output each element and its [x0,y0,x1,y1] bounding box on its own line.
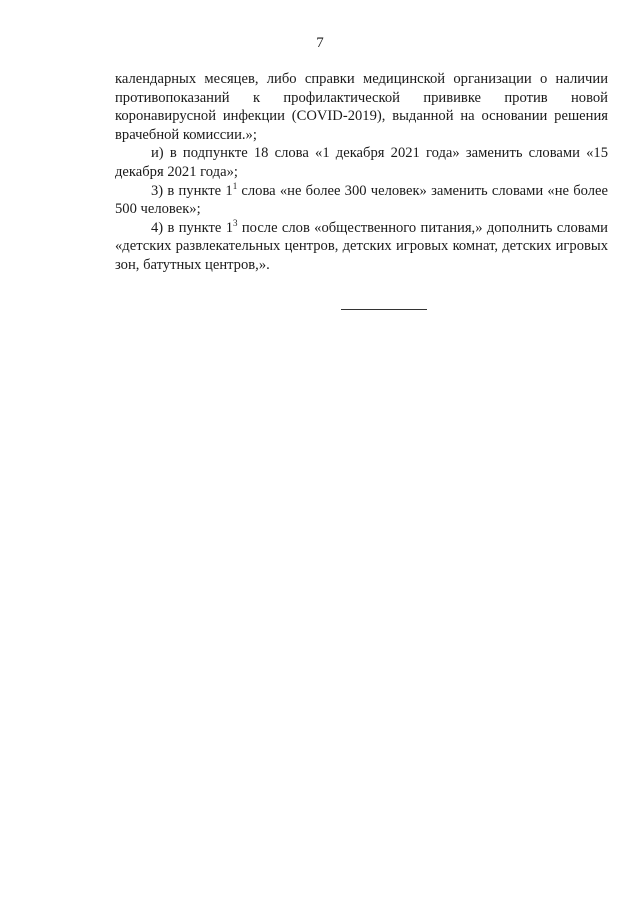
superscript-3: 3 [233,217,238,228]
document-body [115,70,608,275]
paragraph-item-4-start: 4) в пункте 1 [151,219,234,236]
superscript-1: 1 [232,180,238,191]
paragraph-item-3-start: 3) в пункте 1 [151,182,233,199]
paragraph-item-4-end: после слов «общественного питания,» дополнить словами «детских развлекательных центров, детских игровых комнат, детских игровых зон, батутных центров,». [115,219,608,273]
paragraph-item-3 [115,182,608,219]
paragraph-item-4 [115,219,608,275]
paragraph-item-3-end: слова «не более 300 человек» заменить словами «не более 500 человек»; [115,182,608,218]
paragraph-continuation: календарных месяцев, либо справки медицинской организации о наличии противопоказаний к профилактической прививке против новой коронавирусной инфекции (COVID-2019), выданной на основании решения врачебной комиссии.»; [115,71,608,143]
paragraph-item-i: и) в подпункте 18 слова «1 декабря 2021 года» заменить словами «15 декабря 2021 года»; [115,145,608,180]
end-of-text-divider [341,309,427,310]
page-number: 7 [316,35,324,51]
